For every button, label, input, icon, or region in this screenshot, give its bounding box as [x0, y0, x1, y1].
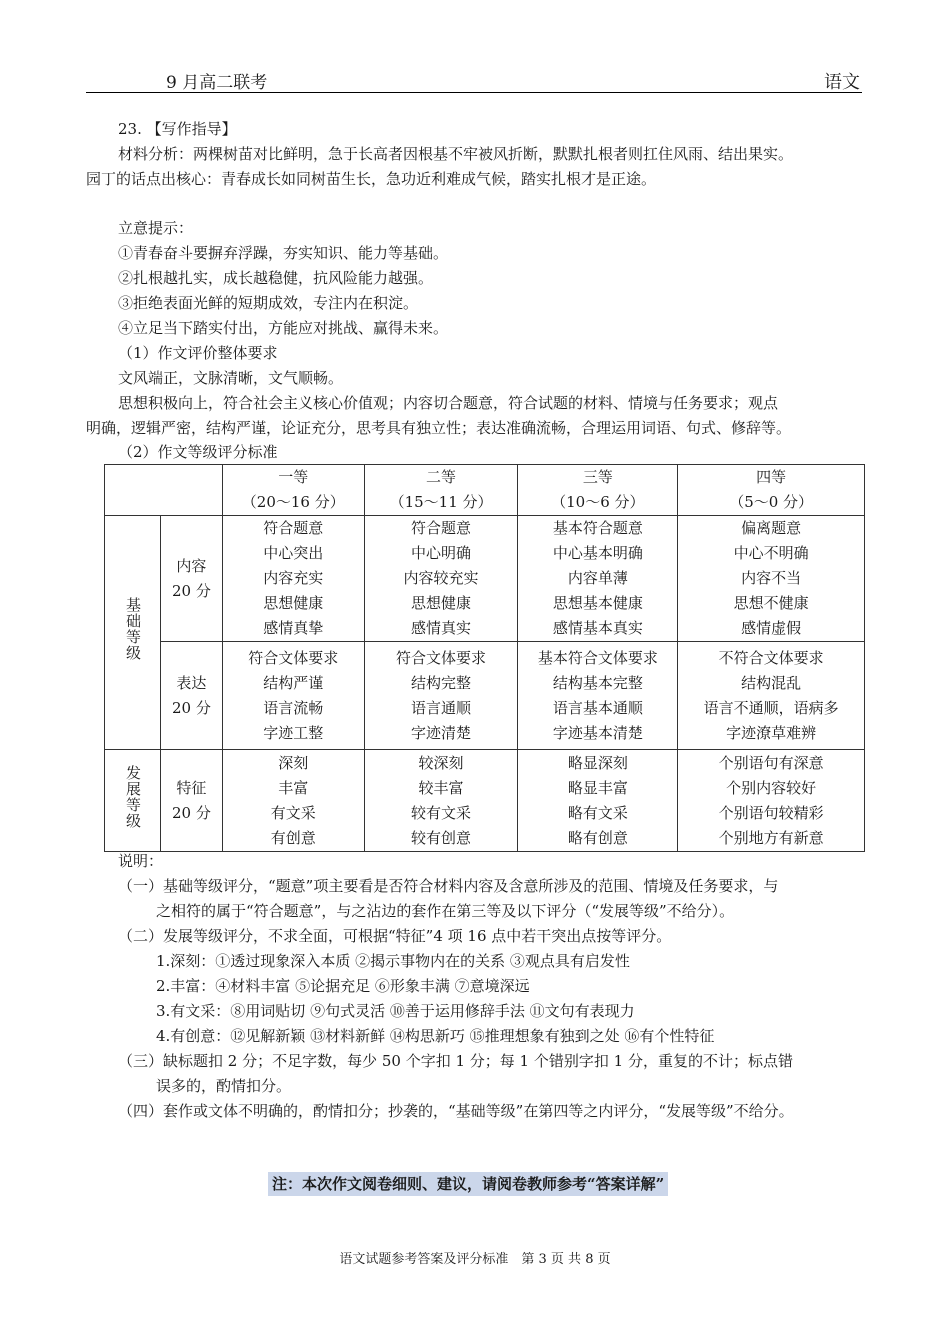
grade-name: 三等: [582, 468, 613, 486]
feature-label-cell: [160, 750, 222, 852]
dev-level-label: 发展等级: [123, 764, 142, 829]
note-2-item: 1.深刻：①透过现象深入本质 ②揭示事物内在的关系 ③观点具有启发性: [156, 952, 630, 970]
grade-header-4: [678, 465, 865, 516]
note-3-line-2: 误多的，酌情扣分。: [156, 1077, 292, 1095]
feature-label: 特征: [176, 778, 207, 797]
grade-header-3: [518, 465, 678, 516]
content-label-cell: [160, 516, 222, 642]
table-corner-cell: [105, 465, 223, 516]
notes-title: 说明：: [118, 852, 164, 870]
feature-score: 20 分: [171, 803, 211, 822]
dev-level-cell: [105, 750, 161, 852]
note-2-item: 4.有创意：⑫见解新颖 ⑬材料新鲜 ⑭构思新巧 ⑮推理想象有独到之处 ⑯有个性特征: [156, 1027, 715, 1045]
feature-grade-1: 深刻 丰富 有文采 有创意: [222, 750, 364, 852]
content-grade-2: 符合题意 中心明确 内容较充实 思想健康 感情真实: [364, 516, 518, 642]
feature-grade-3: 略显深刻 略显丰富 略有文采 略有创意: [518, 750, 678, 852]
feature-grade-4: 个别语句有深意 个别内容较好 个别语句较精彩 个别地方有新意: [678, 750, 865, 852]
grade-header-1: [222, 465, 364, 516]
hint-item: ④立足当下踏实付出，方能应对挑战、赢得未来。: [118, 319, 449, 337]
grading-table: [104, 464, 865, 852]
analysis-line-2: 园丁的话点出核心：青春成长如同树苗生长，急功近利难成气候，踏实扎根才是正途。: [86, 170, 657, 188]
table-row-feature: [105, 750, 865, 852]
grade-range: （10～6 分）: [551, 493, 645, 511]
note-3-line-1: （三）缺标题扣 2 分；不足字数，每少 50 个字扣 1 分；每 1 个错别字扣 1 分，重复的不计；标点错: [118, 1052, 793, 1070]
hint-item: ②扎根越扎实，成长越稳健，抗风险能力越强。: [118, 269, 434, 287]
feature-grade-2: 较深刻 较丰富 较有文采 较有创意: [364, 750, 518, 852]
requirement-line: 思想积极向上，符合社会主义核心价值观；内容切合题意，符合试题的材料、情境与任务要求；观点: [118, 394, 779, 412]
expression-grade-2: 符合文体要求 结构完整 语言通顺 字迹清楚: [364, 642, 518, 750]
highlight-note: 注：本次作文阅卷细则、建议，请阅卷教师参考“答案详解”: [268, 1172, 668, 1196]
content-score: 20 分: [171, 581, 211, 600]
section-title: 23. 【写作指导】: [118, 120, 237, 138]
table-row-content: [105, 516, 865, 642]
grade-range: （20～16 分）: [241, 493, 345, 511]
exam-title: 9 月高二联考: [166, 73, 268, 93]
expression-label-cell: [160, 642, 222, 750]
hint-item: ③拒绝表面光鲜的短期成效，专注内在积淀。: [118, 294, 419, 312]
grade-name: 二等: [426, 468, 457, 486]
grade-range: （15～11 分）: [389, 493, 493, 511]
page-header: [86, 66, 862, 93]
requirement-title: （1）作文评价整体要求: [118, 344, 278, 362]
basic-level-cell: [105, 516, 161, 750]
content-grade-3: 基本符合题意 中心基本明确 内容单薄 思想基本健康 感情基本真实: [518, 516, 678, 642]
note-2-item: 3.有文采：⑧用词贴切 ⑨句式灵活 ⑩善于运用修辞手法 ⑪文句有表现力: [156, 1002, 635, 1020]
grade-header-2: [364, 465, 518, 516]
hint-title: 立意提示：: [118, 219, 194, 237]
expression-label: 表达: [176, 673, 207, 692]
expression-score: 20 分: [171, 698, 211, 717]
expression-grade-1: 符合文体要求 结构严谨 语言流畅 字迹工整: [222, 642, 364, 750]
note-2: （二）发展等级评分，不求全面，可根据“特征”4 项 16 点中若干突出点按等评分。: [118, 927, 672, 945]
note-2-item: 2.丰富：④材料丰富 ⑤论据充足 ⑥形象丰满 ⑦意境深远: [156, 977, 530, 995]
note-1-line-2: 之相符的属于“符合题意”，与之沾边的套作在第三等及以下评分（“发展等级”不给分）。: [156, 902, 735, 920]
subject-title: 语文: [824, 72, 860, 93]
standard-title: （2）作文等级评分标准: [118, 443, 278, 461]
requirement-line: 明确，逻辑严密，结构严谨，论证充分，思考具有独立性；表达准确流畅，合理运用词语、句式、修辞等。: [86, 419, 792, 437]
table-header-row: [105, 465, 865, 516]
table-row-expression: [105, 642, 865, 750]
grade-range: （5～0 分）: [729, 493, 814, 511]
expression-grade-3: 基本符合文体要求 结构基本完整 语言基本通顺 字迹基本清楚: [518, 642, 678, 750]
requirement-line: 文风端正，文脉清晰，文气顺畅。: [118, 369, 344, 387]
basic-level-label: 基础等级: [123, 596, 142, 661]
content-grade-4: 偏离题意 中心不明确 内容不当 思想不健康 感情虚假: [678, 516, 865, 642]
content-grade-1: 符合题意 中心突出 内容充实 思想健康 感情真挚: [222, 516, 364, 642]
content-label: 内容: [176, 556, 207, 575]
grade-name: 四等: [756, 468, 787, 486]
page-footer: 语文试题参考答案及评分标准 第 3 页 共 8 页: [339, 1252, 611, 1267]
grade-name: 一等: [278, 468, 309, 486]
analysis-line-1: 材料分析：两棵树苗对比鲜明，急于长高者因根基不牢被风折断，默默扎根者则扛住风雨、结出果实。: [118, 145, 794, 163]
hint-item: ①青春奋斗要摒弃浮躁，夯实知识、能力等基础。: [118, 244, 449, 262]
expression-grade-4: 不符合文体要求 结构混乱 语言不通顺，语病多 字迹潦草难辨: [678, 642, 865, 750]
note-4: （四）套作或文体不明确的，酌情扣分；抄袭的，“基础等级”在第四等之内评分，“发展等级”不给分。: [118, 1102, 794, 1120]
note-1-line-1: （一）基础等级评分，“题意”项主要看是否符合材料内容及含意所涉及的范围、情境及任务要求，与: [118, 877, 779, 895]
